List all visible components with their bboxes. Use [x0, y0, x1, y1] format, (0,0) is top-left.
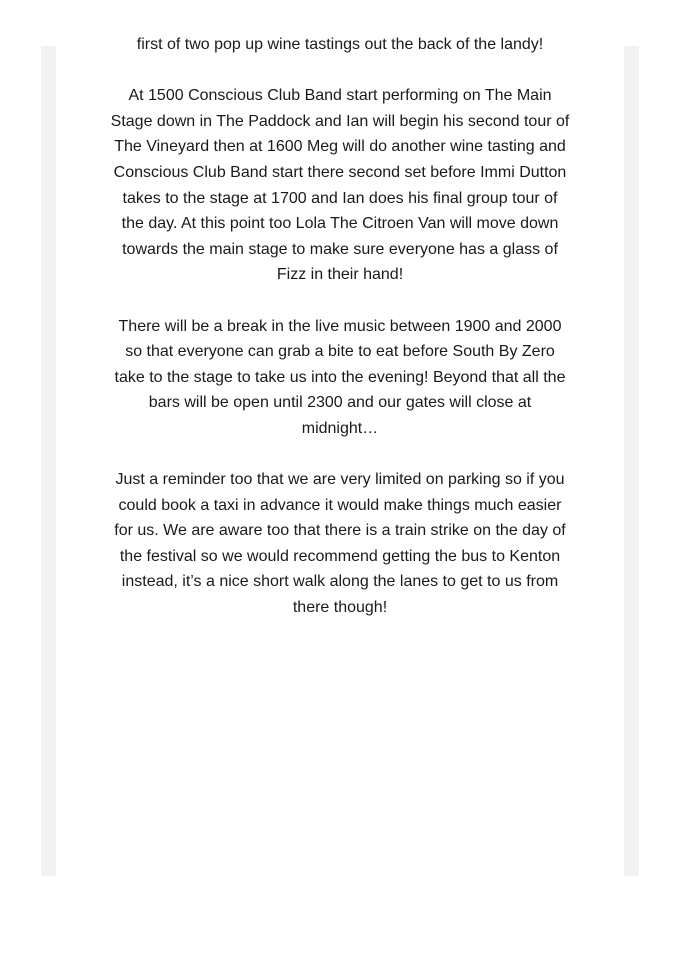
- left-gutter: [41, 46, 56, 876]
- email-content-area: [56, 0, 624, 876]
- paragraph-travel-reminder: Just a reminder too that we are very limited on parking so if you could book a taxi in advance it would make things much easier for us. We are aware too that there is a train strike on the day of the festival so we would recommend getting the bus to Kenton instead, it’s a nice short walk along the lanes to get to us from there though!: [114, 471, 566, 617]
- paragraph-afternoon-schedule: At 1500 Conscious Club Band start performing on The Main Stage down in The Paddock and Ian will begin his second tour of The Vineyard then at 1600 Meg will do another wine tasting and Conscious Club Band start there second set before Immi Dutton takes to the stage at 1700 and Ian does his final group tour of the day. At this point too Lola The Citroen Van will move down towards the main stage to make sure everyone has a glass of Fizz in their hand!: [110, 87, 570, 284]
- email-body: [110, 32, 570, 646]
- paragraph-evening-schedule: There will be a break in the live music between 1900 and 2000 so that everyone can grab a bite to eat before South By Zero take to the stage to take us into the evening! Beyond that all the bars will be open until 2300 and our gates will close at midnight…: [114, 317, 566, 437]
- paragraph-wine-tasting-tail: first of two pop up wine tastings out the back of the landy!: [136, 36, 544, 53]
- right-gutter: [624, 46, 639, 876]
